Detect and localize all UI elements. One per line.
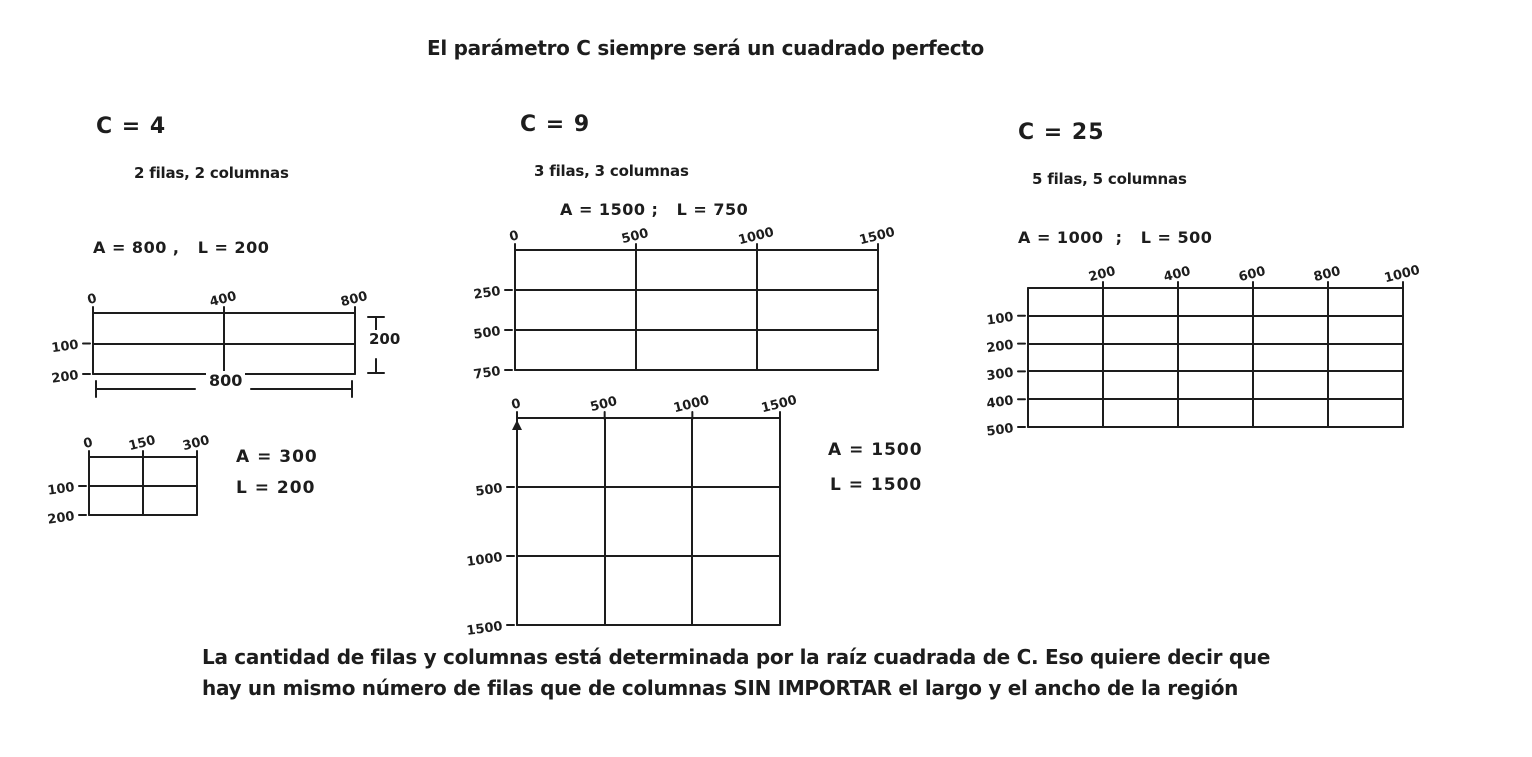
c9-square-grid-x-tick-label: 1500: [759, 392, 799, 417]
c9-wide-grid-y-tick-label: 500: [472, 324, 502, 343]
c25-grid-x-tick-label: 800: [1312, 264, 1343, 286]
c4-main-grid-y-tick-label: 200: [50, 368, 80, 387]
c4-main-grid-lines: [50, 289, 370, 387]
c4-main-grid-x-tick-label: 400: [208, 289, 239, 311]
page-title: El parámetro C siempre será un cuadrado perfecto: [427, 36, 984, 60]
c4-small-grid-x-tick-label: 0: [81, 435, 95, 452]
grid-c4-small-length-label: L = 200: [236, 478, 316, 498]
c4-small-grid-x-tick-label: 300: [181, 433, 212, 455]
grid-c9-square: [465, 392, 799, 639]
c9-square-grid-y-tick-label: 1000: [465, 550, 504, 571]
c25-grid-lines: [985, 262, 1422, 440]
c25-grid-y-tick-label: 400: [985, 393, 1015, 412]
width-dimension-label: 800: [206, 371, 245, 390]
grid-c9-square-area-label: A = 1500: [828, 440, 923, 460]
c9-square-grid-y-tick-label: 1500: [465, 619, 504, 639]
grid-c4-main: [50, 289, 370, 387]
section-c9-heading: C = 9: [520, 112, 591, 137]
section-c9-params: A = 1500 ; L = 750: [560, 200, 749, 219]
c25-grid-y-tick-label: 300: [985, 365, 1015, 385]
section-c25-params: A = 1000 ; L = 500: [1018, 228, 1213, 247]
c9-square-grid-axis-arrow: [512, 420, 522, 430]
c4-main-grid-y-tick-label: 100: [50, 337, 80, 357]
grid-c9-square-length-label: L = 1500: [830, 475, 923, 495]
c9-wide-grid-y-tick-label: 750: [472, 364, 502, 383]
section-c25-heading: C = 25: [1018, 120, 1105, 145]
c4-small-grid-lines: [46, 433, 212, 528]
grid-c4-small-area-label: A = 300: [236, 447, 318, 467]
c25-grid-x-tick-label: 200: [1087, 264, 1118, 286]
c25-grid-x-tick-label: 1000: [1382, 262, 1422, 287]
c9-wide-grid-x-tick-label: 0: [507, 228, 521, 245]
grid-c25: [985, 262, 1422, 440]
grid-c9-wide: [472, 224, 897, 383]
c9-wide-grid-y-tick-label: 250: [472, 284, 502, 303]
section-c25-subheading: 5 filas, 5 columnas: [1032, 170, 1187, 188]
section-c9-subheading: 3 filas, 3 columnas: [534, 162, 689, 180]
c4-main-grid-x-tick-label: 800: [339, 289, 370, 311]
c4-small-grid-y-tick-label: 200: [46, 509, 76, 528]
height-dimension-label: 200: [366, 330, 403, 348]
c25-grid-y-tick-label: 500: [985, 421, 1015, 440]
c9-square-grid-y-tick-label: 500: [474, 481, 504, 500]
grid-c4-small: [46, 433, 212, 528]
section-c4-params: A = 800 , L = 200: [93, 238, 270, 257]
c25-grid-y-tick-label: 200: [985, 337, 1015, 357]
c25-grid-y-tick-label: 100: [985, 309, 1015, 329]
footer-line1: La cantidad de filas y columnas está determinada por la raíz cuadrada de C. Eso quiere decir que: [202, 645, 1271, 669]
c9-wide-grid-x-tick-label: 500: [620, 226, 651, 248]
c9-square-grid-x-tick-label: 500: [588, 394, 619, 416]
section-c4-heading: C = 4: [96, 114, 167, 139]
c9-wide-grid-x-tick-label: 1500: [857, 224, 897, 249]
c9-square-grid-x-tick-label: 1000: [672, 392, 711, 417]
c9-wide-grid-lines: [472, 224, 897, 383]
c4-small-grid-y-tick-label: 100: [46, 480, 76, 499]
c4-main-grid-x-tick-label: 0: [85, 291, 99, 308]
c9-square-grid-lines: [465, 392, 799, 639]
c25-grid-x-tick-label: 400: [1162, 264, 1193, 286]
footer-line2: hay un mismo número de filas que de columnas SIN IMPORTAR el largo y el ancho de la región: [202, 676, 1239, 700]
c9-square-grid-x-tick-label: 0: [509, 396, 523, 413]
section-c4-subheading: 2 filas, 2 columnas: [134, 164, 289, 182]
c25-grid-x-tick-label: 600: [1237, 264, 1268, 286]
c9-wide-grid-x-tick-label: 1000: [736, 224, 776, 249]
c4-small-grid-x-tick-label: 150: [127, 433, 158, 455]
